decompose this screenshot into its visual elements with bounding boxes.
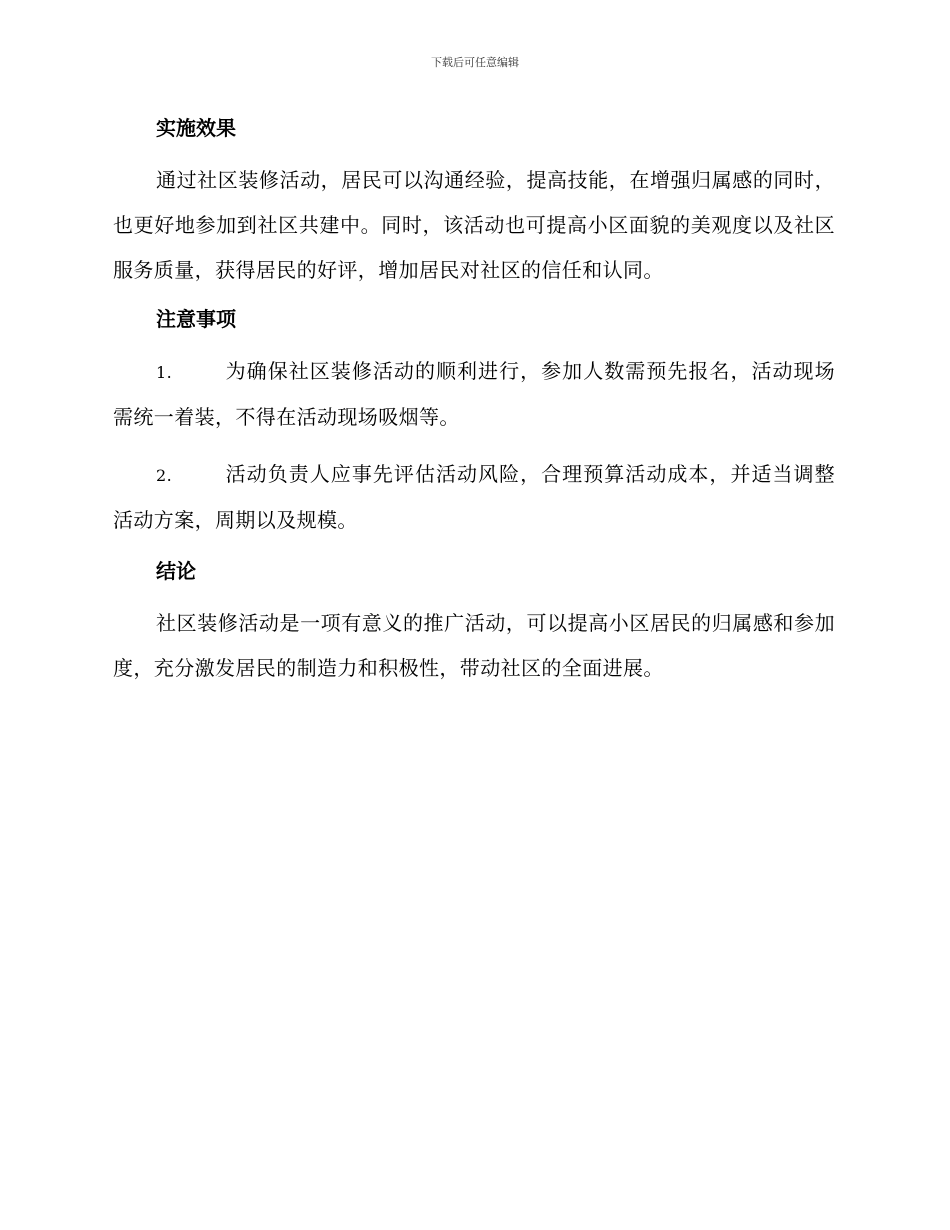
list-item-text: 活动负责人应事先评估活动风险，合理预算活动成本，并适当调整活动方案，周期以及规模。 (113, 462, 835, 532)
section-heading: 结论 (156, 559, 196, 583)
section-implementation-effect (113, 112, 835, 293)
list-item (113, 349, 835, 440)
list-number: 2. (156, 466, 173, 485)
page-header: 下载后可任意编辑 (431, 56, 519, 69)
list-item (113, 452, 835, 543)
document-body (113, 112, 835, 699)
section-heading: 注意事项 (156, 307, 236, 331)
list-item-text: 为确保社区装修活动的顺利进行，参加人数需预先报名，活动现场需统一着装，不得在活动现场吸烟等。 (113, 359, 835, 429)
section-conclusion (113, 555, 835, 691)
section-precautions (113, 303, 835, 543)
section-paragraph: 通过社区装修活动，居民可以沟通经验，提高技能，在增强归属感的同时，也更好地参加到社区共建中。同时，该活动也可提高小区面貌的美观度以及社区服务质量，获得居民的好评，增加居民对社区的信任和认同。 (113, 168, 835, 282)
list-number: 1. (156, 363, 173, 382)
section-paragraph: 社区装修活动是一项有意义的推广活动，可以提高小区居民的归属感和参加度，充分激发居民的制造力和积极性，带动社区的全面进展。 (113, 611, 835, 680)
section-heading: 实施效果 (156, 116, 236, 140)
